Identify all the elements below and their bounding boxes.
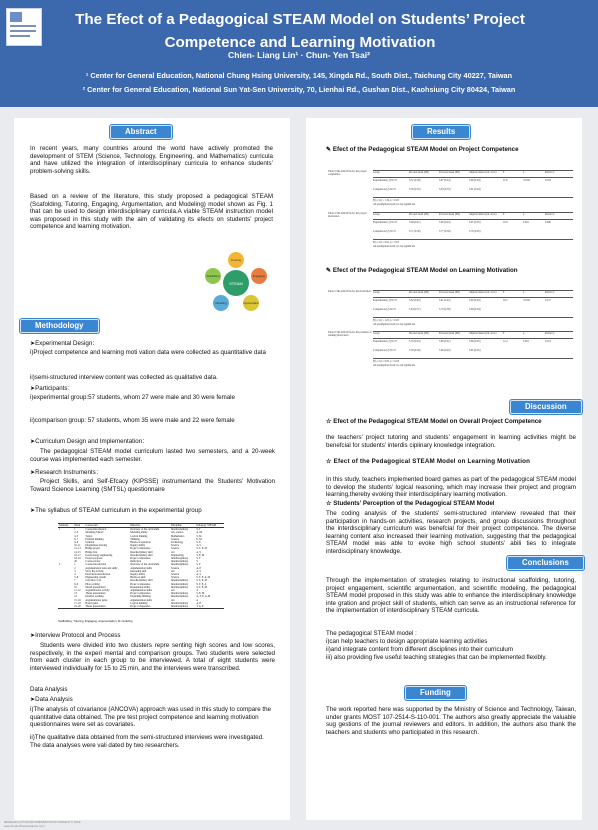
syllabus-cell: A, S xyxy=(196,544,201,548)
title-line-2: Competence and Learning Motivation xyxy=(164,34,436,51)
syllabus-cell: 19–20 xyxy=(73,605,84,609)
conclusions-model-intro: The pedagogical STEAM model : xyxy=(326,630,417,637)
syllabus-cell: 11–12 xyxy=(74,589,81,593)
results-table-row xyxy=(373,188,573,195)
results-table-caption: Table 4 The ANCOVA for the project motivation xyxy=(328,212,367,219)
results-table-header-cell: Pre-test mean (SD) xyxy=(409,291,429,294)
methodology-participants: ➤Participants： xyxy=(30,385,74,392)
results-table-cell: <0.001 xyxy=(523,299,531,302)
syllabus-cell: E, M xyxy=(196,537,202,541)
methodology-interview-protocol: ➤Interview Protocol and Process xyxy=(30,632,121,639)
results-table-header-cell: p xyxy=(523,291,525,294)
methodology-participants-ii: ii)comparison group: 57 students, whom 35 were male and 22 were female xyxy=(30,417,235,424)
syllabus-cell: Argumentation activity xyxy=(85,589,110,593)
results-table-header-cell: Post-test mean (SD) xyxy=(439,332,460,335)
syllabus-cell: Project competence xyxy=(130,557,151,561)
syllabus-cell: Interdisciplinary xyxy=(171,595,189,599)
syllabus-cell: 2 xyxy=(59,563,61,567)
results-table-header-cell: p xyxy=(523,213,525,216)
syllabus-cell: Art xyxy=(171,589,175,593)
results-table-motivation xyxy=(328,290,573,330)
methodology-interview-text: Students were divided into two clusters repre senting high scores and low scores, respectively, in the experi mental and comparison groups. Two students were selected from each cluster in each group to be interviewed. A total of eight students were interviewed individually for 15 to 25 min, and the interviews were transcribed. xyxy=(30,642,275,672)
syllabus-cell: Engineering xyxy=(171,553,184,557)
syllabus-cell: Bridge project xyxy=(85,547,101,551)
results-table-header-cell: Partial η² xyxy=(545,291,555,294)
syllabus-cell: S, T, E, A, M xyxy=(196,576,210,580)
results-table-header-cell: Adjusted mean (std. error) xyxy=(469,332,497,335)
discussion-heading-student-perception: ☆ Students’ Perception of the Pedagogical STEAM Model xyxy=(326,500,495,507)
results-table-cell: <0.001 xyxy=(523,179,531,182)
results-table-header-cell: F xyxy=(503,213,505,216)
syllabus-cell: S, E xyxy=(196,541,201,545)
syllabus-cell: T, A, E xyxy=(195,605,224,609)
methodology-participants-i: i)experimental group:57 students, whom 27 were male and 30 were female xyxy=(30,394,235,401)
syllabus-cell: Science xyxy=(171,576,180,580)
conclusions-item-1: i)can help teachers to design appropriate learning activities xyxy=(326,638,488,645)
syllabus-cell: Problem thinking xyxy=(85,537,104,541)
syllabus-cell: S, T, E, M xyxy=(196,585,207,589)
results-table-row xyxy=(373,179,573,186)
syllabus-cell: 7 xyxy=(74,579,76,583)
results-table-header-cell: F xyxy=(503,332,505,335)
syllabus-cell: 4–5 xyxy=(74,534,79,538)
results-table-cell: 3.96 (0.43) xyxy=(439,221,451,224)
results-table-cell: 0.127 xyxy=(545,299,551,302)
results-table-row xyxy=(373,340,573,347)
syllabus-cell: Imagination drawing xyxy=(85,544,108,548)
results-table-header-cell: Group xyxy=(373,332,380,335)
section-header-results: Results xyxy=(412,125,470,139)
results-table-cell: 3.55 (0.43) xyxy=(409,340,421,343)
results-table-cell: 3.77 (0.39) xyxy=(439,230,451,233)
results-table-cell: 3.97 (0.05) xyxy=(469,221,481,224)
syllabus-cell: Interdisciplinary skill xyxy=(130,579,153,583)
results-table-cell: Experimental (1) N=57 xyxy=(373,221,398,224)
syllabus-cell: A, S xyxy=(196,550,201,554)
syllabus-cell: 14 xyxy=(74,595,77,599)
syllabus-cell: Interdisciplinary xyxy=(171,601,189,605)
syllabus-cell: Science xyxy=(171,566,180,570)
syllabus-cell: Interdisciplinary xyxy=(171,579,189,583)
syllabus-cell: Interdisciplinary xyxy=(171,557,189,561)
methodology-data-analysis-ii: ii)The qualitative data obtained from the semi-structured interviews were investigated. The data analyses were vali dated by two researchers. xyxy=(30,734,264,749)
discussion-heading-learning-motivation: ☆ Efect of the Pedagogical STEAM Model on Learning Motivation xyxy=(326,458,531,465)
conclusions-paragraph: Through the implementation of strategies relating to instructional scaffolding, tutoring, project engagement, scientific argumentation, and scientific modeling, the pedagogical STEAM model proposed in this study was able to enhance the interdisciplinary knowledge inte gration and project skill of students, which can serve as an instructional reference for the implementation of interdisciplinary STEAM curricula. xyxy=(326,577,576,615)
syllabus-cell: 1 xyxy=(59,528,61,532)
results-table-caption: Table 5 The ANCOVA for the motivation xyxy=(328,290,371,293)
results-table-cell: 3.63 (0.33) xyxy=(439,188,451,191)
abstract-paragraph-2: Based on a review of the literature, this study proposed a pedagogical STEAM (Scafolding, Tutoring, Engaging, Argumentation, and Modeling) model shown as Fig. 1 that can be used to design interdisciplinary curricula.A viable STEAM instruction model was proposed in this study with the aim of validating its efects on students’ project competence and learning motivation. xyxy=(30,193,273,231)
syllabus-cell: 20 xyxy=(74,560,77,564)
syllabus-cell: Art xyxy=(171,598,175,602)
results-table-header-cell: Post-test mean (SD) xyxy=(439,291,460,294)
results-table-cell: 0.001 xyxy=(523,340,529,343)
diagram-center-label: STEAM xyxy=(229,281,243,286)
syllabus-cell: Innovation introduction xyxy=(85,573,110,577)
poster-header xyxy=(0,0,598,107)
results-table-header-cell: F xyxy=(503,291,505,294)
syllabus-cell: A, S xyxy=(196,569,201,573)
syllabus-row xyxy=(58,605,224,609)
syllabus-cell: 5–6 xyxy=(74,576,79,580)
syllabus-cell: Overview of the curriculum xyxy=(130,563,160,567)
results-table-header-cell: Adjusted mean (std. error) xyxy=(469,213,497,216)
syllabus-cell: Interdisciplinary xyxy=(171,592,189,596)
syllabus-cell: Topics xyxy=(85,534,93,538)
results-table-header-row xyxy=(373,212,573,220)
syllabus-cell: 3 xyxy=(74,569,76,573)
section-header-abstract: Abstract xyxy=(110,125,172,139)
results-table-header-cell: Partial η² xyxy=(545,213,555,216)
results-table-header-row xyxy=(373,170,573,178)
syllabus-cell: 14–15 xyxy=(74,550,81,554)
syllabus-cell: S, T, E, A xyxy=(196,582,207,586)
diagram-label-argumentation: Argumentation xyxy=(243,302,259,305)
methodology-instruments-text: Project Skills, and Self-Efcacy (KIPSSE) instrumentand the Students’ Motivation Toward Science Learning (SMTSL) questionnaire xyxy=(30,478,275,493)
results-table-row xyxy=(373,308,573,315)
syllabus-cell: Technology xyxy=(171,541,184,545)
results-table-note: All assumptions hold; ns: not significant xyxy=(373,203,416,206)
results-table-project-motivation xyxy=(328,212,573,257)
results-table-cell: Comparison (2) N=57 xyxy=(373,188,396,191)
syllabus-cell: Model presentation xyxy=(85,585,106,589)
affiliation-1: ¹ Center for General Education, National Chung Hsing University, 145, Xingda Rd., South Dist., Taichung City 40227, Taiwan xyxy=(85,71,513,80)
results-table-row xyxy=(373,230,573,237)
results-table-row xyxy=(373,299,573,306)
section-header-conclusions: Conclusions xyxy=(507,556,584,570)
methodology-data-analysis-title: Data Analysis xyxy=(30,686,68,693)
syllabus-cell: Mathematics xyxy=(171,534,185,538)
authors: Chien- Liang Lin¹ · Chun- Yen Tsai² xyxy=(228,50,370,60)
affiliation-2: ² Center for General Education, National Sun Yat-Sen University, 70, Lienhai Rd., Gushan Dist., Kaohsiung City 80424, Taiwan xyxy=(82,85,516,94)
results-table-header-cell: p xyxy=(523,171,525,174)
results-table-header-cell: Partial η² xyxy=(545,171,555,174)
results-table-cell: 3.66 (0.40) xyxy=(439,349,451,352)
results-table-cell: Experimental (1) N=57 xyxy=(373,299,398,302)
results-table-cell: Comparison (2) N=57 xyxy=(373,308,396,311)
syllabus-cell: Project competence xyxy=(130,592,151,596)
syllabus-cell: S, T xyxy=(196,528,201,532)
syllabus-cell: Argumentation skills xyxy=(130,598,152,602)
syllabus-cell: 16–17 xyxy=(74,553,81,557)
results-table-note: All assumptions hold; ns: not significant xyxy=(373,364,416,367)
syllabus-cell: S, E, M xyxy=(196,592,205,596)
results-table-cell: 3.71 (0.36) xyxy=(409,230,421,233)
results-table-header-cell: Group xyxy=(373,171,380,174)
results-table-row xyxy=(373,221,573,228)
syllabus-cell: 8–9 xyxy=(74,582,79,586)
results-table-cell: 3.62 (0.40) xyxy=(409,299,421,302)
results-table-note: All assumptions hold; ns: not significant xyxy=(373,245,416,248)
results-heading-project-competence: ✎ Efect of the Pedagogical STEAM Model on Project Competence xyxy=(326,146,519,153)
syllabus-cell: S, T, E, M xyxy=(196,579,207,583)
syllabus-cell: A xyxy=(196,589,199,593)
syllabus-cell: S, T xyxy=(196,557,201,561)
syllabus-cell: Reasoning skill xyxy=(130,569,147,573)
syllabus-cell: Interdisciplinary skill xyxy=(130,550,153,554)
results-table-project-competence xyxy=(328,170,573,210)
diagram-label-engaging: Engaging xyxy=(253,274,265,278)
results-table-note: F(1,111) = 1.32, p > 0.05 xyxy=(373,199,400,202)
discussion-project-competence-text: the teachers’ project tutoring and students’ engagement in learning activities might be benefcial for students’ interdis ciplinary knowledge integration. xyxy=(326,434,576,449)
syllabus-cell: A, E xyxy=(196,601,202,605)
results-table-row xyxy=(373,349,573,356)
results-table-cell: Comparison (2) N=57 xyxy=(373,349,396,352)
syllabus-cell: Science xyxy=(171,573,180,577)
results-table-header-cell: Pre-test mean (SD) xyxy=(409,213,429,216)
methodology-research-instruments: ➤Research Instruments： xyxy=(30,469,102,476)
syllabus-cell: Interdisciplinary xyxy=(170,605,195,609)
syllabus-header-semester: Semester xyxy=(58,524,73,528)
results-table-note: All assumptions hold; ns: not significant xyxy=(373,323,416,326)
diagram-label-scaffolding: Scaffolding xyxy=(206,275,220,278)
results-table-note: F(1,111) = 0.87, p > 0.05 xyxy=(373,360,400,363)
syllabus-cell: A, E xyxy=(196,566,202,570)
syllabus-cell: A, M xyxy=(196,531,202,535)
syllabus-cell: Art xyxy=(171,550,175,554)
title-line-1: The Efect of a Pedagogical STEAM Model on Students’ Project xyxy=(75,11,525,28)
syllabus-cell: S, T xyxy=(196,563,201,567)
syllabus-cell: 10 xyxy=(74,585,77,589)
discussion-student-perception-text: The coding analysis of the students’ semi-structured interview revealed that their participation in hands-on activities, research projects, and group discussions throughout the interdisciplinary curriculum was benefcial for their project competence. The diverse learning content also increased their learning motivation, suggesting that the pedagogical STEAM model was able to evoke high school students’ abili ties to integrate interdisciplinary knowledge. xyxy=(326,510,576,555)
syllabus-cell: 8–9 xyxy=(74,541,79,545)
results-table-note: F(1,111) = 0.91, p > 0.05 xyxy=(373,241,400,244)
section-header-discussion: Discussion xyxy=(510,400,582,414)
results-table-learning-motivation xyxy=(328,331,573,373)
syllabus-cell: Science xyxy=(171,547,180,551)
syllabus-cell: Argumentation game xyxy=(85,598,108,602)
results-table-cell: 3.64 (0.37) xyxy=(409,308,421,311)
results-table-rule xyxy=(373,358,573,359)
syllabus-cell: Science xyxy=(171,544,180,548)
conclusions-item-3: iii) also providing five useful teaching strategies that can be implemented flexibly. xyxy=(326,654,547,661)
results-table-header-cell: F xyxy=(503,171,505,174)
syllabus-cell: 15–16 xyxy=(74,598,81,602)
syllabus-cell: Argumentation skills xyxy=(130,589,152,593)
funding-paragraph: The work reported here was supported by the Ministry of Science and Technology, Taiwan, under grants MOST 107-2514-S-110-001. The authors also greatly appreciate the valuable sug gestions of the journal reviewers and editors. In addition, the authors also thank the teachers and students who participated in this research. xyxy=(326,706,576,736)
syllabus-cell: Bridge Test xyxy=(85,550,98,554)
results-table-cell: 3.56 (0.35) xyxy=(409,188,421,191)
syllabus-header-course-unit: Course unit xyxy=(84,524,129,528)
results-table-header-row xyxy=(373,331,573,339)
results-table-cell: Experimental (1) N=57 xyxy=(373,179,398,182)
discussion-learning-motivation-text: In this study, teachers implemented board games as part of the pedagogical STEAM model to develop the students’ logical reasoning, which may increase their project and program learning,thereby evoking their interdisciplinary learning motivation. xyxy=(326,476,576,499)
syllabus-cell: A xyxy=(196,598,199,602)
syllabus-header-week: Week xyxy=(73,524,84,528)
methodology-syllabus-heading: ➤The syllabus of STEAM curriculum in the experimental group xyxy=(30,507,202,514)
section-header-methodology: Methodology xyxy=(20,319,99,333)
syllabus-cell: Modeling Theory xyxy=(85,531,104,535)
syllabus-cell: Thesis presentation xyxy=(84,605,129,609)
results-table-cell: 3.68 (0.41) xyxy=(409,221,421,224)
results-table-header-cell: Post-test mean (SD) xyxy=(439,171,460,174)
results-table-header-cell: Partial η² xyxy=(545,332,555,335)
results-table-cell: 10.9 xyxy=(503,221,508,224)
syllabus-cell: S, M xyxy=(196,534,202,538)
syllabus-cell: Science xyxy=(171,537,180,541)
results-table-cell: 3.58 (0.39) xyxy=(409,349,421,352)
syllabus-cell: 17–18 xyxy=(74,601,81,605)
methodology-curriculum-text: The pedagogical STEAM model curriculum lasted two semesters, and a 20-week course was implemented each semester. xyxy=(30,448,275,463)
results-table-cell: 0.101 xyxy=(545,340,551,343)
syllabus-cell: Logical thinking xyxy=(130,534,148,538)
methodology-data-analysis: ➤Data Analysis xyxy=(30,696,73,703)
syllabus-cell: Interdisciplinary xyxy=(171,585,189,589)
results-table-cell: 21.6 xyxy=(503,179,508,182)
results-table-caption: Table 3 The ANCOVA for the project competence xyxy=(328,170,367,177)
syllabus-header-pedagogy: Pedagogy STEAM xyxy=(195,524,224,528)
syllabus-cell: A, T, E, A, M xyxy=(196,595,211,599)
syllabus-header-objective: Objective xyxy=(129,524,170,528)
diagram-label-tutoring: Tutoring xyxy=(230,258,242,262)
results-table-cell: 3.91 (0.42) xyxy=(439,299,451,302)
syllabus-cell: Interdisciplinary xyxy=(171,528,189,532)
syllabus-table xyxy=(58,523,224,609)
results-table-cell: 3.88 (0.41) xyxy=(439,340,451,343)
poster-title xyxy=(50,10,550,52)
results-table-header-cell: Adjusted mean (std. error) xyxy=(469,171,497,174)
results-table-cell: 16.2 xyxy=(503,299,508,302)
syllabus-cell: Overview of the curriculum xyxy=(130,528,160,532)
abstract-paragraph-1: In recent years, many countries around the world have actively promoted the development of STEM (Science, Technology, Engineering, and Mathematics) curricula and have utilized the integration of interdisciplinary curricula to enhance students’ problem-solving skills. xyxy=(30,145,273,175)
results-table-rule xyxy=(373,197,573,198)
syllabus-cell: Photo writing xyxy=(85,582,100,586)
conclusions-item-2: ii)and integrate content from different disciplines into their curriculum xyxy=(326,646,513,653)
results-heading-learning-motivation: ✎ Efect of the Pedagogical STEAM Model on Learning Motivation xyxy=(326,267,518,274)
syllabus-cell: 2–3 xyxy=(74,531,79,535)
syllabus-cell: Art xyxy=(171,569,175,573)
footer-line-2: www.PosterPresentations.com xyxy=(4,824,45,828)
syllabus-cell: Engineering system xyxy=(85,576,106,580)
results-table-header-cell: Group xyxy=(373,291,380,294)
results-table-cell: 0.001 xyxy=(523,221,529,224)
syllabus-cell: Project competence xyxy=(129,605,170,609)
syllabus-cell: Argumentation rules and skills xyxy=(85,566,118,570)
results-table-cell: 3.70 (0.38) xyxy=(439,308,451,311)
syllabus-cell: Course introduction xyxy=(85,563,107,567)
results-table-cell: 3.61 (0.04) xyxy=(469,188,481,191)
syllabus-cell: S, E, M xyxy=(196,553,205,557)
syllabus-cell: Hands-on operation xyxy=(130,541,151,545)
results-table-cell: 3.87 (0.44) xyxy=(439,179,451,182)
syllabus-cell: 1 xyxy=(74,528,76,532)
results-table-cell: Experimental (1) N=57 xyxy=(373,340,398,343)
syllabus-cell: Logical thinking xyxy=(130,601,148,605)
syllabus-header-discipline: Discipline xyxy=(170,524,195,528)
syllabus-cell: Inquiry ability xyxy=(130,544,146,548)
syllabus-cell: Hands-on skill xyxy=(130,576,146,580)
results-table-cell: 3.65 (0.05) xyxy=(469,349,481,352)
syllabus-cell: Thinking xyxy=(130,537,140,541)
syllabus-cell: Thesis presentation xyxy=(85,592,106,596)
syllabus-cell: Reflection xyxy=(130,560,141,564)
syllabus-cell: 1 xyxy=(74,563,76,567)
syllabus-cell xyxy=(58,605,73,609)
results-table-cell: 3.89 (0.04) xyxy=(469,179,481,182)
results-table-header-cell: Post-test mean (SD) xyxy=(439,213,460,216)
syllabus-cell: 10–11 xyxy=(74,544,81,548)
syllabus-cell: Art, science xyxy=(171,531,184,535)
syllabus-cell: Story flip activity xyxy=(85,569,104,573)
results-table-header-row xyxy=(373,290,573,298)
syllabus-cell: Project competence xyxy=(130,547,151,551)
syllabus-cell: Presentation ability xyxy=(130,585,151,589)
results-table-cell: 0.090 xyxy=(545,221,551,224)
syllabus-cell: Interdisciplinary xyxy=(171,560,189,564)
results-table-cell: 3.51 (0.38) xyxy=(409,179,421,182)
results-table-cell: 3.92 (0.04) xyxy=(469,299,481,302)
results-table-cell: 0.163 xyxy=(545,179,551,182)
syllabus-cell: 12–13 xyxy=(74,547,81,551)
footer-line-1: RESEARCH POSTER PRESENTATION DESIGN © 2019 xyxy=(4,820,81,824)
results-table-rule xyxy=(373,317,573,318)
syllabus-cell: 6–7 xyxy=(74,537,79,541)
syllabus-cell: A, S xyxy=(196,573,201,577)
results-table-cell: 3.89 (0.05) xyxy=(469,340,481,343)
syllabus-cell: Green energy engineering xyxy=(85,553,113,557)
results-table-rule xyxy=(373,239,573,240)
syllabus-cell: Expanding thinking xyxy=(130,595,151,599)
results-table-header-cell: Pre-test mean (SD) xyxy=(409,171,429,174)
university-logo xyxy=(6,8,42,46)
methodology-experimental-design-i: i)Project competence and learning moti vation data were collected as quantitative data xyxy=(30,349,266,356)
results-table-header-cell: Adjusted mean (std. error) xyxy=(469,291,497,294)
syllabus-cell: S xyxy=(196,560,198,564)
syllabus-cell: Argumentation skills xyxy=(130,566,152,570)
results-table-cell: Comparison (2) N=57 xyxy=(373,230,396,233)
syllabus-cell: Intuitive teaching xyxy=(85,595,104,599)
diagram-label-modeling: Modeling xyxy=(215,301,227,305)
discussion-heading-project-competence: ☆ Efect of the Pedagogical STEAM Model on Overall Project Competence xyxy=(326,418,542,425)
section-header-funding: Funding xyxy=(405,686,466,700)
syllabus-cell: Board game xyxy=(85,601,99,605)
results-table-caption: Table 6 The ANCOVA for the potential of learning motivation xyxy=(328,331,372,338)
syllabus-cell: 13 xyxy=(74,592,77,596)
syllabus-cell: Interdisciplinary skill xyxy=(130,553,153,557)
syllabus-cell: Solution xyxy=(85,541,95,545)
results-table-note: F(1,111) = 1.05, p > 0.05 xyxy=(373,319,400,322)
syllabus-cell: 4 xyxy=(74,573,76,577)
methodology-data-analysis-i: i)The analysis of covariance (ANCOVA) approach was used in this study to compare the quantitative data obtained. The pre test project competence and learning motivation questionnaires were set as covariates. xyxy=(30,706,271,729)
syllabus-cell: Interdisciplinary xyxy=(171,563,189,567)
syllabus-cell: City micro Cut xyxy=(85,579,101,583)
steam-model-diagram xyxy=(203,252,269,314)
syllabus-cell: 2 xyxy=(74,566,76,570)
results-table-cell: 12.4 xyxy=(503,340,508,343)
results-table-header-cell: Group xyxy=(373,213,380,216)
syllabus-cell: Interdisciplinary xyxy=(171,582,189,586)
results-table-header-cell: p xyxy=(523,332,525,335)
syllabus-cell: Inquiry ability xyxy=(130,573,146,577)
syllabus-cell: Course review xyxy=(85,560,101,564)
syllabus-cell: 18–19 xyxy=(74,557,81,561)
methodology-curriculum-design: ➤Curriculum Design and Implementation： xyxy=(30,438,149,445)
syllabus-cell: S, T, E, M xyxy=(196,547,207,551)
results-table-cell: 3.69 (0.04) xyxy=(469,308,481,311)
results-table-cell: 3.76 (0.05) xyxy=(469,230,481,233)
methodology-experimental-design: ➤Experimental Design： xyxy=(30,340,99,347)
syllabus-cell: Project competence xyxy=(130,582,151,586)
results-table-header-cell: Pre-test mean (SD) xyxy=(409,332,429,335)
syllabus-cell: Modeling ability xyxy=(130,531,148,535)
syllabus-cell: Course Introduction xyxy=(85,528,107,532)
syllabus-cell: Project proposal xyxy=(85,557,103,561)
methodology-experimental-design-ii: ii)semi-structured interview content was collected as qualitative data. xyxy=(30,374,218,381)
syllabus-note: Scaffolding, Tutoring, Engaging, Argumentation, M modeling xyxy=(58,619,133,623)
